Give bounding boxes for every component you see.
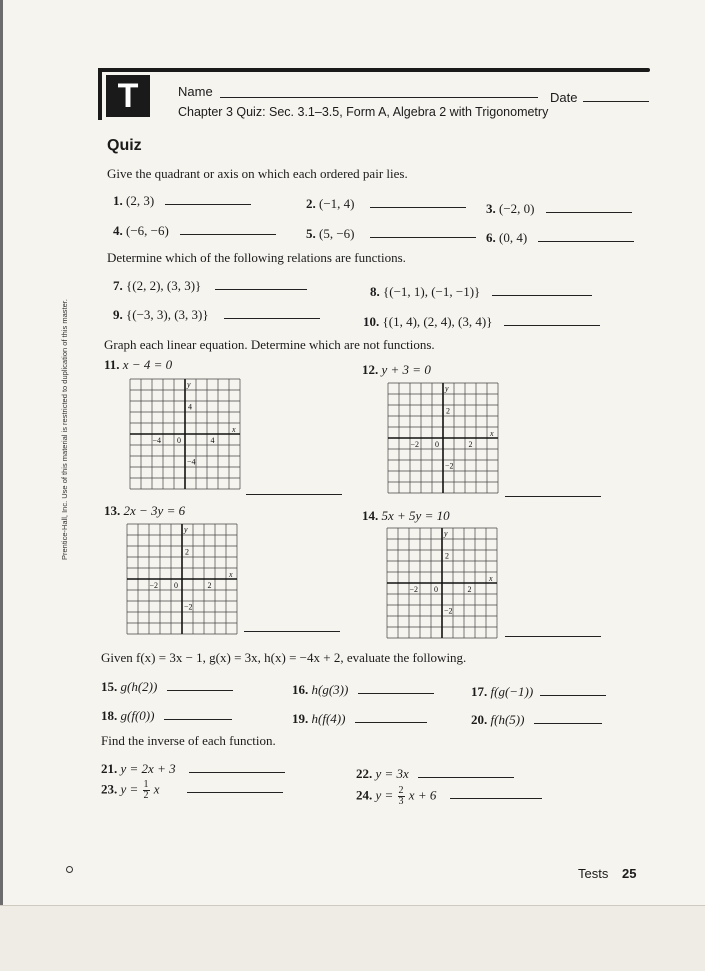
origin-label: 0	[434, 585, 438, 594]
question-text: y =	[120, 781, 139, 797]
question-number: 21.	[101, 761, 118, 776]
name-field[interactable]	[220, 97, 538, 98]
question-24	[356, 786, 542, 807]
fraction-numerator: 2	[398, 785, 404, 796]
x-tick-label: 2	[468, 440, 473, 449]
question-text: (−6, −6)	[126, 223, 169, 238]
question-text: (5, −6)	[319, 226, 355, 241]
question-text: x − 4 = 0	[122, 357, 173, 372]
question-text: (−1, 4)	[319, 196, 355, 211]
page-edge	[0, 0, 3, 970]
y-tick-label: 2	[446, 406, 450, 416]
x-axis-label: x	[229, 570, 233, 579]
question-text: (−2, 0)	[499, 201, 535, 216]
grid-svg	[125, 522, 239, 636]
question-11	[104, 357, 172, 373]
answer-blank-13[interactable]	[244, 631, 340, 632]
answer-blank[interactable]	[187, 780, 283, 793]
question-text: y = 3x	[375, 766, 409, 781]
fraction	[398, 786, 405, 807]
question-number: 13.	[104, 503, 121, 518]
grid-svg	[386, 381, 500, 495]
origin-label: 0	[177, 436, 181, 445]
question-1	[113, 192, 251, 209]
question-number: 23.	[101, 781, 118, 797]
question-text: f(h(5))	[490, 712, 525, 727]
question-21	[101, 760, 285, 777]
y-axis-label: y	[184, 525, 188, 534]
question-text: 2x − 3y = 6	[123, 503, 186, 518]
question-number: 2.	[306, 196, 316, 211]
answer-blank[interactable]	[370, 225, 476, 238]
origin-label: 0	[435, 440, 439, 449]
y-tick-label: 2	[185, 547, 189, 557]
answer-blank[interactable]	[358, 681, 434, 694]
x-axis-label: x	[489, 574, 493, 583]
answer-blank[interactable]	[189, 760, 285, 773]
question-number: 15.	[101, 679, 118, 694]
question-text: (0, 4)	[499, 230, 528, 245]
x-tick-label: 2	[207, 581, 212, 590]
y-axis-label: y	[445, 384, 449, 393]
copyright-symbol-icon	[66, 866, 73, 873]
question-18	[101, 707, 232, 724]
x-axis-label: x	[232, 425, 236, 434]
coordinate-grid-12[interactable]	[386, 381, 500, 495]
x-tick-label: −2	[409, 585, 419, 594]
question-9	[113, 306, 320, 323]
x-tick-label: −4	[152, 436, 162, 445]
answer-blank-14[interactable]	[505, 636, 601, 637]
relations-instructions: Determine which of the following relations are functions.	[107, 250, 406, 265]
quiz-heading: Quiz	[107, 137, 142, 154]
question-number: 8.	[370, 284, 380, 299]
chapter-subtitle: Chapter 3 Quiz: Sec. 3.1–3.5, Form A, Algebra 2 with Trigonometry	[178, 105, 549, 119]
answer-blank[interactable]	[180, 222, 276, 235]
answer-blank[interactable]	[418, 765, 514, 778]
name-label: Name	[178, 84, 213, 99]
y-tick-label: −2	[445, 461, 454, 471]
question-text: y = 2x + 3	[120, 761, 176, 776]
y-axis-label: y	[187, 380, 191, 389]
question-8	[370, 283, 592, 300]
x-axis-label: x	[490, 429, 494, 438]
question-7	[113, 277, 307, 294]
fraction-numerator: 1	[143, 779, 149, 790]
answer-blank[interactable]	[534, 711, 602, 724]
question-text: h(g(3))	[311, 682, 349, 697]
question-number: 12.	[362, 362, 379, 377]
question-23	[101, 780, 283, 801]
answer-blank[interactable]	[167, 678, 233, 691]
quadrant-instructions: Give the quadrant or axis on which each ordered pair lies.	[107, 166, 408, 181]
question-number: 9.	[113, 307, 123, 322]
grid-svg	[128, 377, 242, 491]
question-text: {(−1, 1), (−1, −1)}	[383, 284, 481, 299]
question-text: y + 3 = 0	[381, 362, 431, 377]
page-number: 25	[622, 866, 637, 881]
question-22	[356, 765, 514, 782]
answer-blank-11[interactable]	[246, 494, 342, 495]
question-4	[113, 222, 276, 239]
answer-blank[interactable]	[224, 306, 320, 319]
question-number: 4.	[113, 223, 123, 238]
header-rule-left	[98, 68, 102, 120]
date-field[interactable]	[583, 101, 649, 102]
x-tick-label: −2	[149, 581, 159, 590]
question-text: g(h(2))	[120, 679, 158, 694]
question-number: 16.	[292, 682, 309, 697]
answer-blank[interactable]	[492, 283, 592, 296]
question-text-tail: x	[153, 781, 160, 797]
question-20	[471, 711, 602, 728]
question-number: 7.	[113, 278, 123, 293]
answer-blank[interactable]	[546, 200, 632, 213]
question-text: g(f(0))	[120, 708, 155, 723]
inverse-instructions: Find the inverse of each function.	[101, 733, 276, 748]
fraction-denominator: 2	[143, 790, 149, 801]
date-label: Date	[550, 90, 578, 105]
coordinate-grid-14[interactable]	[385, 526, 499, 640]
bleed-through-text	[508, 150, 511, 164]
grid-svg	[385, 526, 499, 640]
question-5	[306, 225, 476, 242]
question-17	[471, 683, 606, 700]
question-text: 5x + 5y = 10	[381, 508, 450, 523]
answer-blank[interactable]	[370, 195, 466, 208]
x-tick-label: 2	[467, 585, 472, 594]
graph-instructions: Graph each linear equation. Determine which are not functions.	[104, 337, 435, 352]
answer-blank[interactable]	[540, 683, 606, 696]
question-number: 17.	[471, 684, 488, 699]
question-text: {(1, 4), (2, 4), (3, 4)}	[382, 314, 493, 329]
copyright-note: Prentice-Hall, Inc. Use of this material is restricted to duplication of this master.	[60, 299, 69, 560]
question-number: 22.	[356, 766, 373, 781]
y-tick-label: 2	[445, 551, 449, 561]
coordinate-grid-11[interactable]	[128, 377, 242, 491]
question-16	[292, 681, 434, 698]
origin-label: 0	[174, 581, 178, 590]
answer-blank-12[interactable]	[505, 496, 601, 497]
y-tick-label: −4	[187, 457, 196, 467]
chapter-tab-icon: T	[106, 75, 150, 117]
answer-blank[interactable]	[165, 192, 251, 205]
answer-blank[interactable]	[538, 229, 634, 242]
question-number: 14.	[362, 508, 379, 523]
question-number: 5.	[306, 226, 316, 241]
question-text: f(g(−1))	[490, 684, 534, 699]
question-15	[101, 678, 233, 695]
answer-blank[interactable]	[450, 786, 542, 799]
x-tick-label: −2	[410, 440, 420, 449]
question-number: 3.	[486, 201, 496, 216]
header-rule	[98, 68, 650, 72]
question-2	[306, 195, 466, 212]
question-text: h(f(4))	[311, 711, 346, 726]
question-text: {(−3, 3), (3, 3)}	[126, 307, 209, 322]
question-number: 11.	[104, 357, 120, 372]
question-text-tail: x + 6	[408, 787, 437, 803]
question-19	[292, 710, 427, 727]
question-12	[362, 362, 431, 378]
question-text: {(2, 2), (3, 3)}	[126, 278, 202, 293]
question-14	[362, 508, 450, 524]
question-text: (2, 3)	[126, 193, 155, 208]
answer-blank[interactable]	[355, 710, 427, 723]
question-number: 20.	[471, 712, 488, 727]
question-10	[363, 313, 600, 330]
fraction-denominator: 3	[398, 796, 404, 807]
y-axis-label: y	[444, 529, 448, 538]
evaluate-instructions: Given f(x) = 3x − 1, g(x) = 3x, h(x) = −4x + 2, evaluate the following.	[101, 650, 467, 665]
question-number: 19.	[292, 711, 309, 726]
question-number: 10.	[363, 314, 380, 329]
answer-blank[interactable]	[504, 313, 600, 326]
question-text: y =	[375, 787, 394, 803]
page-bottom-margin	[0, 905, 705, 971]
coordinate-grid-13[interactable]	[125, 522, 239, 636]
x-tick-label: 4	[210, 436, 215, 445]
question-6	[486, 229, 634, 246]
y-tick-label: −2	[184, 602, 193, 612]
question-number: 18.	[101, 708, 118, 723]
question-number: 24.	[356, 787, 373, 803]
answer-blank[interactable]	[164, 707, 232, 720]
question-13	[104, 503, 185, 519]
answer-blank[interactable]	[215, 277, 307, 290]
y-tick-label: 4	[188, 402, 192, 412]
fraction	[143, 780, 150, 801]
y-tick-label: −2	[444, 606, 453, 616]
footer-tests-label: Tests	[578, 866, 609, 881]
question-3	[486, 200, 632, 217]
question-number: 6.	[486, 230, 496, 245]
question-number: 1.	[113, 193, 123, 208]
